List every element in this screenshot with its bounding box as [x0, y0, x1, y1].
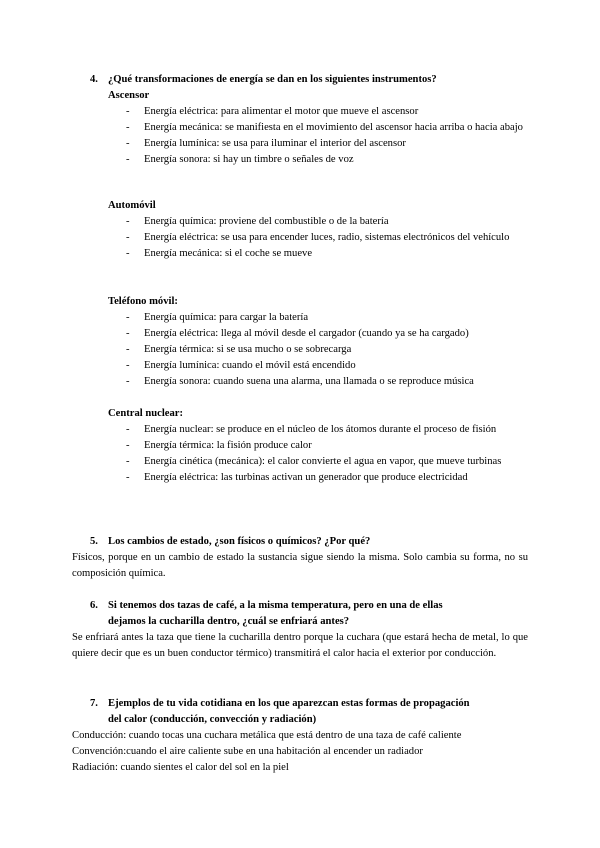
list-item: - Energía lumínica: se usa para iluminar el interior del ascensor: [108, 136, 530, 152]
dash-bullet: -: [126, 360, 130, 371]
dash-bullet: -: [126, 216, 130, 227]
dash-bullet: -: [126, 456, 130, 467]
dash-bullet: -: [126, 138, 130, 149]
list-ascensor: [108, 104, 530, 168]
answer-7: [72, 728, 528, 776]
dash-bullet: -: [126, 328, 130, 339]
list-item: - Energía lumínica: cuando el móvil está encendido: [108, 358, 530, 374]
question-number: 5.: [90, 536, 98, 547]
dash-bullet: -: [126, 106, 130, 117]
question-text: Los cambios de estado, ¿son físicos o químicos? ¿Por qué?: [108, 536, 371, 547]
question-number: 6.: [90, 600, 98, 611]
answer-6: Se enfriará antes la taza que tiene la cucharilla dentro porque la cuchara (que estará hecha de metal, lo que quiere decir que es un buen conductor térmico) transmitirá el calor hacia el exterior por conducción.: [72, 632, 528, 659]
answer-5: Físicos, porque en un cambio de estado la sustancia sigue siendo la misma. Solo cambia su forma, no su composición química.: [72, 552, 528, 579]
list-item: - Energía sonora: si hay un timbre o señales de voz: [108, 152, 530, 168]
list-item: - Energía eléctrica: para alimentar el motor que mueve el ascensor: [108, 104, 530, 120]
dash-bullet: -: [126, 344, 130, 355]
dash-bullet: -: [126, 122, 130, 133]
section-title-central-nuclear: Central nuclear:: [108, 408, 184, 419]
question-6: [90, 598, 530, 630]
question-4: [90, 72, 530, 88]
question-number: 7.: [90, 698, 98, 709]
dash-bullet: -: [126, 312, 130, 323]
list-item: - Energía cinética (mecánica): el calor convierte el agua en vapor, que mueve turbinas: [108, 454, 530, 470]
section-title-telefono: Teléfono móvil:: [108, 296, 178, 307]
answer-line-conveccion: Convención:cuando el aire caliente sube en una habitación al encender un radiador: [72, 746, 423, 757]
answer-line-radiacion: Radiación: cuando sientes el calor del sol en la piel: [72, 762, 289, 773]
list-item: - Energía eléctrica: las turbinas activan un generador que produce electricidad: [108, 470, 530, 486]
dash-bullet: -: [126, 440, 130, 451]
question-7: [90, 696, 530, 728]
section-title-ascensor: Ascensor: [108, 90, 150, 101]
list-item: - Energía nuclear: se produce en el núcleo de los átomos durante el proceso de fisión: [108, 422, 530, 438]
question-text-line1: Si tenemos dos tazas de café, a la misma temperatura, pero en una de ellas: [108, 600, 443, 611]
list-item: - Energía térmica: si se usa mucho o se sobrecarga: [108, 342, 530, 358]
list-item: - Energía química: proviene del combustible o de la batería: [108, 214, 530, 230]
list-item: - Energía eléctrica: se usa para encender luces, radio, sistemas electrónicos del vehículo: [108, 230, 530, 246]
section-title-automovil: Automóvil: [108, 200, 156, 211]
list-item: - Energía eléctrica: llega al móvil desde el cargador (cuando ya se ha cargado): [108, 326, 530, 342]
question-5: [90, 534, 530, 550]
list-telefono: [108, 310, 530, 390]
dash-bullet: -: [126, 424, 130, 435]
list-item: - Energía sonora: cuando suena una alarma, una llamada o se reproduce música: [108, 374, 530, 390]
dash-bullet: -: [126, 376, 130, 387]
dash-bullet: -: [126, 232, 130, 243]
list-central-nuclear: [108, 422, 530, 486]
question-number: 4.: [90, 74, 98, 85]
dash-bullet: -: [126, 248, 130, 259]
question-text-line1: Ejemplos de tu vida cotidiana en los que aparezcan estas formas de propagación: [108, 698, 470, 709]
list-item: - Energía térmica: la fisión produce calor: [108, 438, 530, 454]
question-text-line2: del calor (conducción, convección y radiación): [108, 714, 317, 725]
dash-bullet: -: [126, 154, 130, 165]
question-text-line2: dejamos la cucharilla dentro, ¿cuál se enfriará antes?: [108, 616, 350, 627]
answer-line-conduccion: Conducción: cuando tocas una cuchara metálica que está dentro de una taza de café caliente: [72, 730, 462, 741]
list-automovil: [108, 214, 530, 262]
list-item: - Energía química: para cargar la batería: [108, 310, 530, 326]
list-item: - Energía mecánica: si el coche se mueve: [108, 246, 530, 262]
dash-bullet: -: [126, 472, 130, 483]
question-text: ¿Qué transformaciones de energía se dan en los siguientes instrumentos?: [108, 74, 437, 85]
list-item: - Energía mecánica: se manifiesta en el movimiento del ascensor hacia arriba o hacia abajo: [108, 120, 530, 136]
